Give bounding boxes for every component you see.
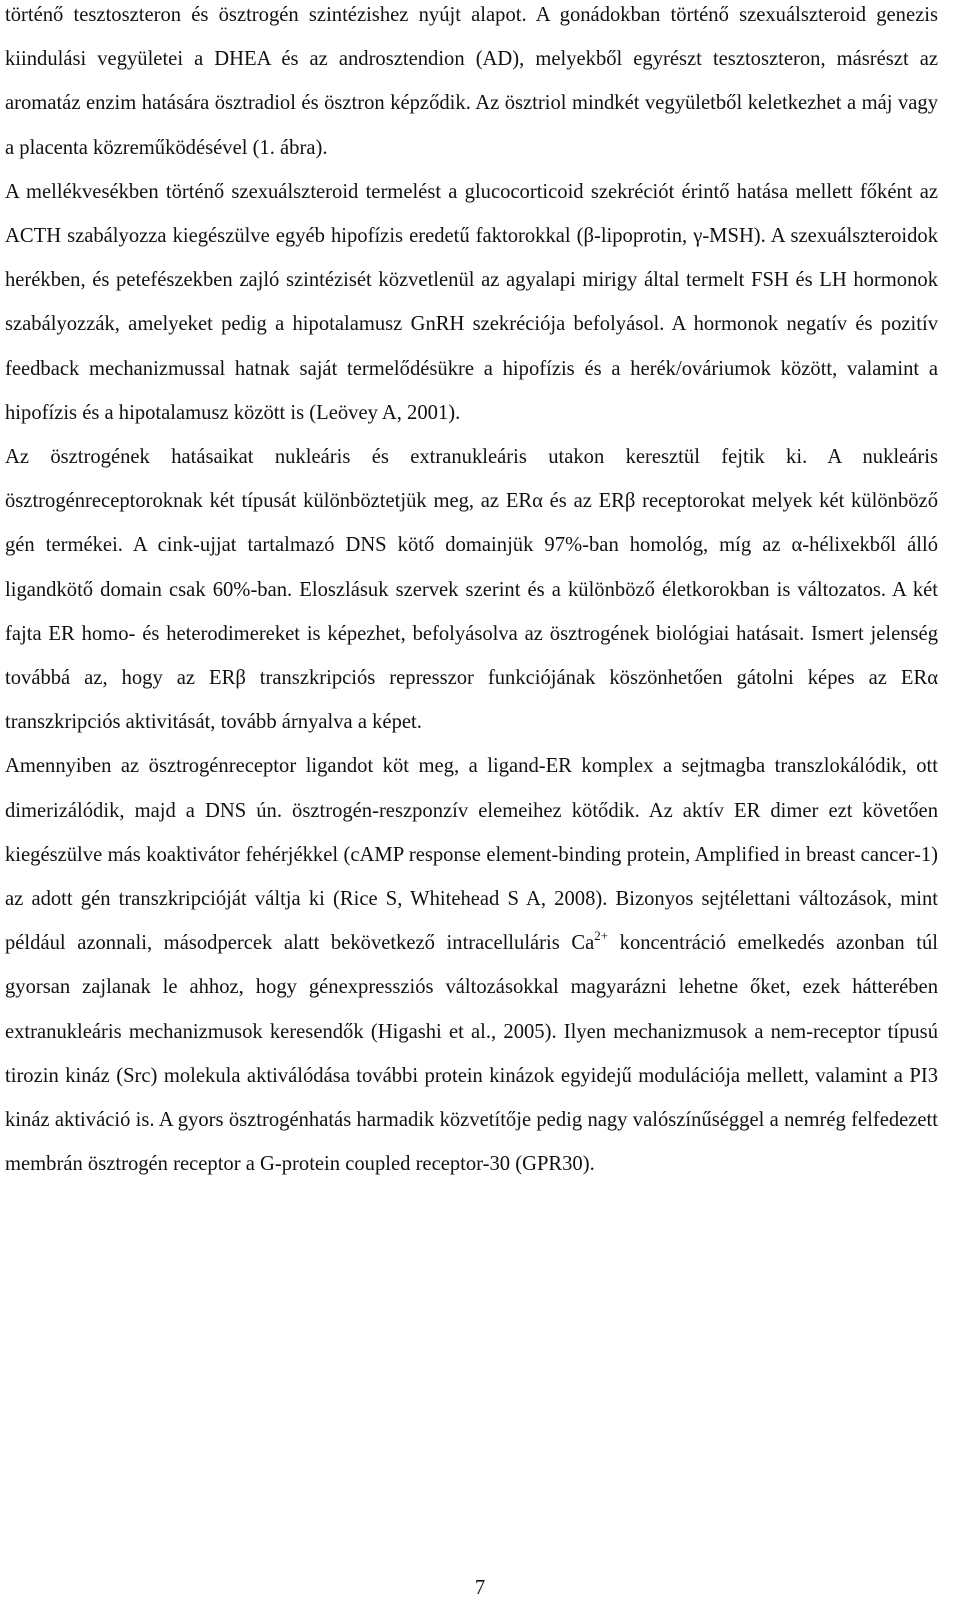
paragraph-3: [5, 435, 938, 744]
paragraph-text: Amennyiben az ösztrogénreceptor ligandot köt meg, a ligand-ER komplex a sejtmagba transzlokálódik, ott dimerizálódik, majd a DNS ún. ösztrogén-reszponzív elemeihez kötődik. Az aktív ER dimer ezt követően kiegészülve más koaktivátor fehérjékkel (cAMP response element-binding protein, Amplified in breast cancer-1) az adott gén transzkripcióját váltja ki (Rice S, Whitehead S A, 2008). Bizonyos sejtélettani változások, mint például azonnali, másodpercek alatt bekövetkező intracelluláris Ca: [5, 755, 938, 955]
paragraph-1: [5, 0, 938, 170]
paragraph-text: A mellékvesékben történő szexuálszteroid termelést a glucocorticoid szekréciót érintő hatása mellett főként az ACTH szabályozza kiegészülve egyéb hipofízis eredetű faktorokkal (β-lipoprotin, γ-MSH). A szexuálszteroidok herékben, és petefészekben zajló szintézisét közvetlenül az agyalapi mirigy által termelt FSH és LH hormonok szabályozzák, amelyeket pedig a hipotalamusz GnRH szekréciója befolyásol. A hormonok negatív és pozitív feedback mechanizmussal hatnak saját termelődésükre a hipofízis és a herék/ováriumok között, valamint a hipofízis és a hipotalamusz között is (Leövey A, 2001).: [5, 180, 938, 424]
paragraph-text: Az ösztrogének hatásaikat nukleáris és extranukleáris utakon keresztül fejtik ki. A nukleáris ösztrogénreceptoroknak két típusát különböztetjük meg, az ERα és az ERβ receptorokat melyek két különböző gén termékei. A cink-ujjat tartalmazó DNS kötő domainjük 97%-ban homológ, míg az α-hélixekből álló ligandkötő domain csak 60%-ban. Eloszlásuk szervek szerint és a különböző életkorokban is változatos. A két fajta ER homo- és heterodimereket is képezhet, befolyásolva az ösztrogének biológiai hatásait. Ismert jelenség továbbá az, hogy az ERβ transzkripciós represszor funkciójának köszönhetően gátolni képes az ERα transzkripciós aktivitását, tovább árnyalva a képet.: [5, 446, 938, 734]
paragraph-text: történő tesztoszteron és ösztrogén szintézishez nyújt alapot. A gonádokban történő szexuálszteroid genezis kiindulási vegyületei a DHEA és az androsztendion (AD), melyekből egyrészt tesztoszteron, másrészt az aromatáz enzim hatására ösztradiol és ösztron képződik. Az ösztriol mindkét vegyületből keletkezhet a máj vagy a placenta közreműködésével (1. ábra).: [5, 4, 938, 159]
paragraph-text: koncentráció emelkedés azonban túl gyorsan zajlanak le ahhoz, hogy génexpressziós változásokkal magyarázni lehetne őket, ezek hátterében extranukleáris mechanizmusok keresendők (Higashi et al., 2005). Ilyen mechanizmusok a nem-receptor típusú tirozin kináz (Src) molekula aktiválódása további protein kinázok egyidejű modulációja mellett, valamint a PI3 kináz aktiváció is. A gyors ösztrogénhatás harmadik közvetítője pedig nagy valószínűséggel a nemrég felfedezett membrán ösztrogén receptor a G-protein coupled receptor-30 (GPR30).: [5, 932, 938, 1176]
paragraph-4: [5, 744, 938, 1186]
paragraph-2: [5, 170, 938, 435]
page-number: 7: [474, 1577, 486, 1599]
calcium-charge-superscript: 2+: [594, 928, 609, 944]
body-text: [5, 0, 938, 1186]
